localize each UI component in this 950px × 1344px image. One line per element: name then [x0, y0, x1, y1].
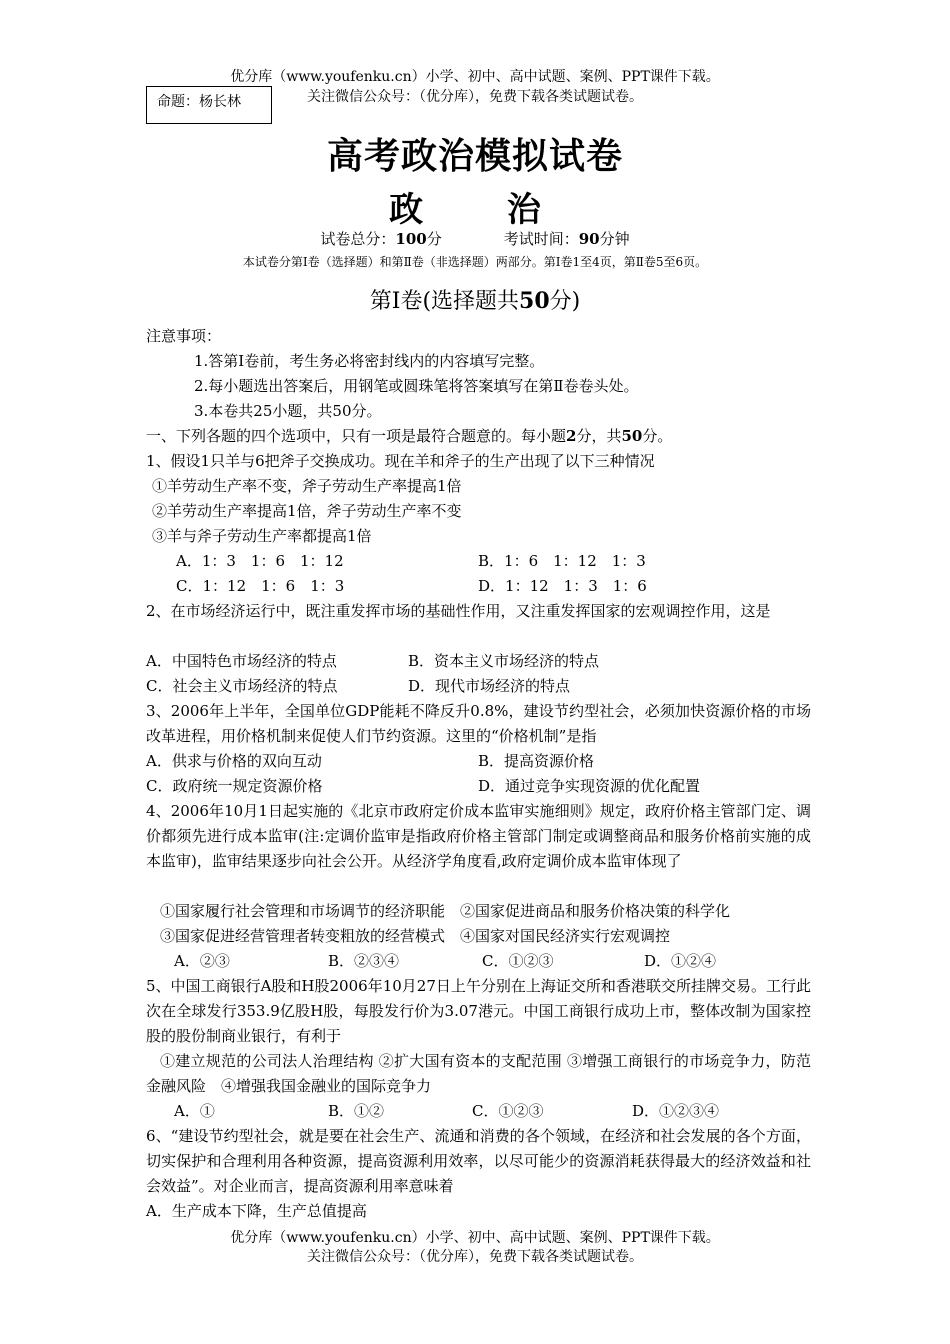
note-item: 1.答第Ⅰ卷前，考生务必将密封线内的内容填写完整。	[194, 352, 545, 370]
instruction-total: 50	[621, 427, 643, 445]
question-2-option-a[interactable]: A．中国特色市场经济的特点	[146, 652, 337, 670]
question-5-items: ①建立规范的公司法人治理结构 ②扩大国有资本的支配范围 ③增强工商银行的市场竞争力，防范金融风险 ④增强我国金融业的国际竞争力	[146, 1052, 811, 1095]
question-1-option-a[interactable]: A．1：3 1：6 1：12	[176, 552, 344, 570]
question-2-option-d[interactable]: D．现代市场经济的特点	[408, 677, 571, 695]
question-3-stem: 3、2006年上半年，全国单位GDP能耗不降反升0.8%，建设节约型社会，必须加快资源价格的市场改革进程，用价格机制来促使人们节约资源。这里的“价格机制”是指	[146, 702, 811, 745]
question-3-options-row	[146, 774, 811, 799]
header-line-1: 优分库（www.youfenku.cn）小学、初中、高中试题、案例、PPT课件下载。	[230, 69, 720, 85]
total-score-label: 试卷总分：	[320, 230, 396, 248]
instruction-text-e: 分。	[642, 427, 673, 445]
question-1-option-d[interactable]: D．1：12 1：3 1：6	[478, 577, 647, 595]
question-3-options-row	[146, 749, 811, 774]
footer-line-2: 关注微信公众号：（优分库），免费下载各类试题试卷。	[307, 1249, 643, 1265]
question-2-option-c[interactable]: C．社会主义市场经济的特点	[146, 677, 338, 695]
exam-time-label: 考试时间：	[503, 230, 579, 248]
question-3-option-c[interactable]: C．政府统一规定资源价格	[146, 777, 323, 795]
question-6-stem: 6、“建设节约型社会，就是要在社会生产、流通和消费的各个领域，在经济和社会发展的各个方面，切实保护和合理利用各种资源，提高资源利用效率，以尽可能少的资源消耗获得最大的经济效益和社会效益”。对企业而言，提高资源利用率意味着	[146, 1127, 811, 1195]
question-3-option-a[interactable]: A．供求与价格的双向互动	[146, 752, 322, 770]
note-item: 2.每小题选出答案后，用钢笔或圆珠笔将答案填写在第Ⅱ卷卷头处。	[194, 377, 639, 395]
question-5-options-row	[146, 1099, 811, 1124]
exam-description: 本试卷分第Ⅰ卷（选择题）和第Ⅱ卷（非选择题）两部分。第Ⅰ卷1至4页，第Ⅱ卷5至6页。	[242, 255, 708, 269]
section-title-c: 分)	[549, 289, 581, 314]
question-6-option-a[interactable]: A．生产成本下降，生产总值提高	[146, 1202, 367, 1220]
question-2-options-row	[146, 674, 811, 699]
question-4-options-row	[146, 949, 811, 974]
question-1-item: ①羊劳动生产率不变，斧子劳动生产率提高1倍	[152, 477, 462, 495]
question-5-stem: 5、中国工商银行A股和H股2006年10月27日上午分别在上海证交所和香港联交所挂牌交易。工行此次在全球发行353.9亿股H股，每股发行价为3.07港元。中国工商银行成功上市，整体改制为国家控股的股份制商业银行，有利于	[146, 977, 811, 1045]
question-2-option-b[interactable]: B．资本主义市场经济的特点	[408, 652, 600, 670]
question-5-option-d[interactable]: D．①②③④	[632, 1102, 720, 1120]
question-4-item: ①国家履行社会管理和市场调节的经济职能 ②国家促进商品和服务价格决策的科学化	[160, 902, 731, 920]
page-title: 高考政治模拟试卷	[326, 135, 623, 177]
header-line-2: 关注微信公众号：（优分库），免费下载各类试题试卷。	[307, 89, 643, 105]
section-title	[0, 284, 950, 315]
instruction-text-a: 一、下列各题的四个选项中，只有一项是最符合题意的。每小题	[146, 427, 567, 445]
note-item: 3.本卷共25小题，共50分。	[194, 402, 382, 420]
question-4-option-d[interactable]: D．①②④	[644, 952, 717, 970]
question-1-item: ③羊与斧子劳动生产率都提高1倍	[152, 527, 372, 545]
exam-body	[146, 324, 811, 1224]
question-5-option-a[interactable]: A．①	[174, 1102, 215, 1120]
exam-time-unit: 分钟	[599, 230, 630, 248]
question-1-item: ②羊劳动生产率提高1倍，斧子劳动生产率不变	[152, 502, 462, 520]
question-1-options-row	[146, 549, 811, 574]
section-title-b: 50	[519, 288, 550, 314]
instruction-text-c: 分，共	[576, 427, 622, 445]
section-instruction	[146, 424, 811, 449]
notes-heading: 注意事项：	[146, 327, 222, 345]
total-score-unit: 分	[426, 230, 442, 248]
question-2-options-row	[146, 649, 811, 674]
author-box: 命题：杨长林	[146, 86, 272, 124]
question-1-option-c[interactable]: C．1：12 1：6 1：3	[176, 577, 345, 595]
exam-meta	[0, 228, 950, 249]
instruction-points: 2	[566, 427, 577, 445]
footer-line-1: 优分库（www.youfenku.cn）小学、初中、高中试题、案例、PPT课件下载。	[230, 1230, 720, 1246]
question-2-stem: 2、在市场经济运行中，既注重发挥市场的基础性作用，又注重发挥国家的宏观调控作用，这是	[146, 602, 771, 620]
question-4-item: ③国家促进经营管理者转变粗放的经营模式 ④国家对国民经济实行宏观调控	[160, 927, 671, 945]
question-3-option-d[interactable]: D．通过竞争实现资源的优化配置	[478, 777, 701, 795]
question-4-option-c[interactable]: C．①②③	[482, 952, 554, 970]
question-4-stem: 4、2006年10月1日起实施的《北京市政府定价成本监审实施细则》规定，政府价格主管部门定、调价都须先进行成本监审(注:定调价监审是指政府价格主管部门制定或调整商品和服务价格前实施的成本监审)，监审结果逐步向社会公开。从经济学角度看,政府定调价成本监审体现了	[146, 802, 811, 870]
page-subtitle: 政 治	[389, 190, 561, 230]
total-score-value: 100	[395, 230, 427, 248]
question-1-option-b[interactable]: B．1：6 1：12 1：3	[478, 552, 646, 570]
question-1-options-row	[146, 574, 811, 599]
exam-time-value: 90	[578, 230, 600, 248]
question-4-option-a[interactable]: A．②③	[174, 952, 230, 970]
question-4-option-b[interactable]: B．②③④	[328, 952, 400, 970]
question-3-option-b[interactable]: B．提高资源价格	[478, 752, 595, 770]
question-1-stem: 1、假设1只羊与6把斧子交换成功。现在羊和斧子的生产出现了以下三种情况	[146, 452, 655, 470]
question-5-option-c[interactable]: C．①②③	[472, 1102, 544, 1120]
question-5-option-b[interactable]: B．①②	[328, 1102, 385, 1120]
section-title-a: 第Ⅰ卷(选择题共	[369, 289, 520, 314]
